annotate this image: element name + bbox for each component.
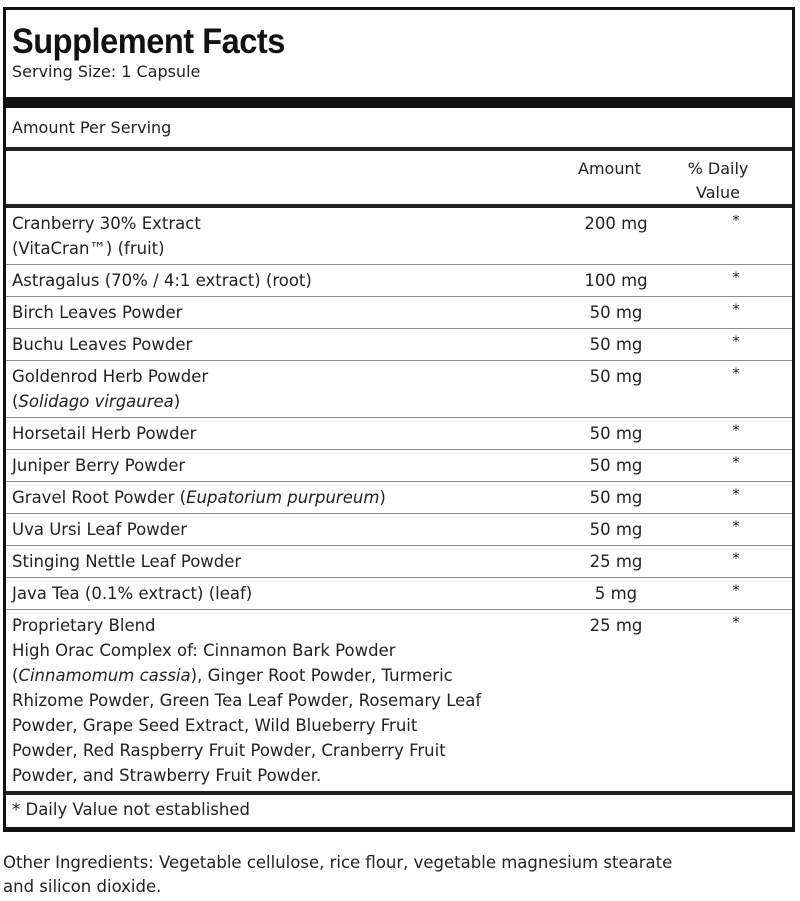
ingredient-dv: * <box>732 213 740 229</box>
table-row <box>6 208 792 265</box>
thick-divider <box>6 97 792 108</box>
ingredient-amount: 50 mg <box>589 335 643 354</box>
ingredient-amount: 50 mg <box>589 424 643 443</box>
ingredient-amount: 50 mg <box>589 456 643 475</box>
table-row <box>6 265 792 297</box>
ingredient-name: Proprietary Blend High Orac Complex of: Cinnamon Bark Powder (Cinnamomum cassia), Ginger Root Powder, Turmeric Rhizome Powder, Green Tea Leaf Powder, Rosemary Leaf Powder, Grape Seed Extract, Wild Blueberry Fruit Powder, Red Raspberry Fruit Powder, Cranberry Fruit Powder, and Strawberry Fruit Powder. <box>12 613 552 788</box>
ingredient-name: Stinging Nettle Leaf Powder <box>12 552 242 571</box>
ingredient-dv: * <box>732 334 740 350</box>
ingredient-amount: 25 mg <box>589 552 643 571</box>
title-block <box>6 10 792 97</box>
ingredient-dv: * <box>732 270 740 286</box>
daily-value-column-header <box>678 157 758 205</box>
ingredient-amount: 100 mg <box>584 271 648 290</box>
ingredient-amount: 200 mg <box>584 214 648 233</box>
supplement-facts-panel <box>3 7 795 832</box>
column-headers <box>6 151 792 204</box>
ingredient-dv: * <box>732 615 740 631</box>
daily-value-header-line1: % Daily <box>687 159 749 178</box>
ingredient-name: Birch Leaves Powder <box>12 303 183 322</box>
table-row <box>6 329 792 361</box>
ingredient-name: Uva Ursi Leaf Powder <box>12 520 188 539</box>
ingredient-name: Buchu Leaves Powder <box>12 335 193 354</box>
ingredient-dv: * <box>732 423 740 439</box>
serving-size: Serving Size: 1 Capsule <box>12 62 201 81</box>
table-row <box>6 578 792 610</box>
other-ingredients <box>3 851 793 899</box>
ingredient-dv: * <box>732 366 740 382</box>
table-row <box>6 418 792 450</box>
ingredient-dv: * <box>732 583 740 599</box>
table-row <box>6 482 792 514</box>
ingredient-amount: 50 mg <box>589 303 643 322</box>
ingredient-dv: * <box>732 551 740 567</box>
daily-value-header-line2: Value <box>696 183 740 202</box>
amount-per-serving: Amount Per Serving <box>12 118 172 137</box>
ingredient-amount: 50 mg <box>589 367 643 386</box>
table-row <box>6 361 792 418</box>
ingredient-name: Goldenrod Herb Powder (Solidago virgaurea) <box>12 367 209 411</box>
ingredient-name: Juniper Berry Powder <box>12 456 186 475</box>
ingredient-name: Astragalus (70% / 4:1 extract) (root) <box>12 271 312 290</box>
other-ingredients-line1: Other Ingredients: Vegetable cellulose, rice flour, vegetable magnesium stearate <box>3 853 673 872</box>
ingredient-amount: 50 mg <box>589 520 643 539</box>
ingredient-table <box>6 204 792 791</box>
ingredient-name: Java Tea (0.1% extract) (leaf) <box>12 584 253 603</box>
ingredient-amount: 50 mg <box>589 488 643 507</box>
ingredient-amount: 25 mg <box>589 616 643 635</box>
blend-description: High Orac Complex of: Cinnamon Bark Powder (Cinnamomum cassia), Ginger Root Powder, Turmeric Rhizome Powder, Green Tea Leaf Powder, Rosemary Leaf Powder, Grape Seed Extract, Wild Blueberry Fruit Powder, Red Raspberry Fruit Powder, Cranberry Fruit Powder, and Strawberry Fruit Powder. <box>12 641 482 785</box>
ingredient-dv: * <box>732 487 740 503</box>
table-row <box>6 450 792 482</box>
table-row <box>6 546 792 578</box>
ingredient-name: Cranberry 30% Extract (VitaCran™) (fruit) <box>12 214 201 258</box>
table-row <box>6 514 792 546</box>
ingredient-dv: * <box>732 519 740 535</box>
table-row <box>6 297 792 329</box>
ingredient-dv: * <box>732 455 740 471</box>
table-row-proprietary-blend <box>6 610 792 791</box>
ingredient-name: Gravel Root Powder (Eupatorium purpureum) <box>12 488 386 507</box>
other-ingredients-line2: and silicon dioxide. <box>3 877 162 896</box>
ingredient-amount: 5 mg <box>594 584 638 603</box>
amount-column-header: Amount <box>578 159 641 178</box>
ingredient-name: Horsetail Herb Powder <box>12 424 197 443</box>
panel-title: Supplement Facts <box>12 22 285 61</box>
ingredient-dv: * <box>732 302 740 318</box>
footnote: * Daily Value not established <box>12 800 250 819</box>
